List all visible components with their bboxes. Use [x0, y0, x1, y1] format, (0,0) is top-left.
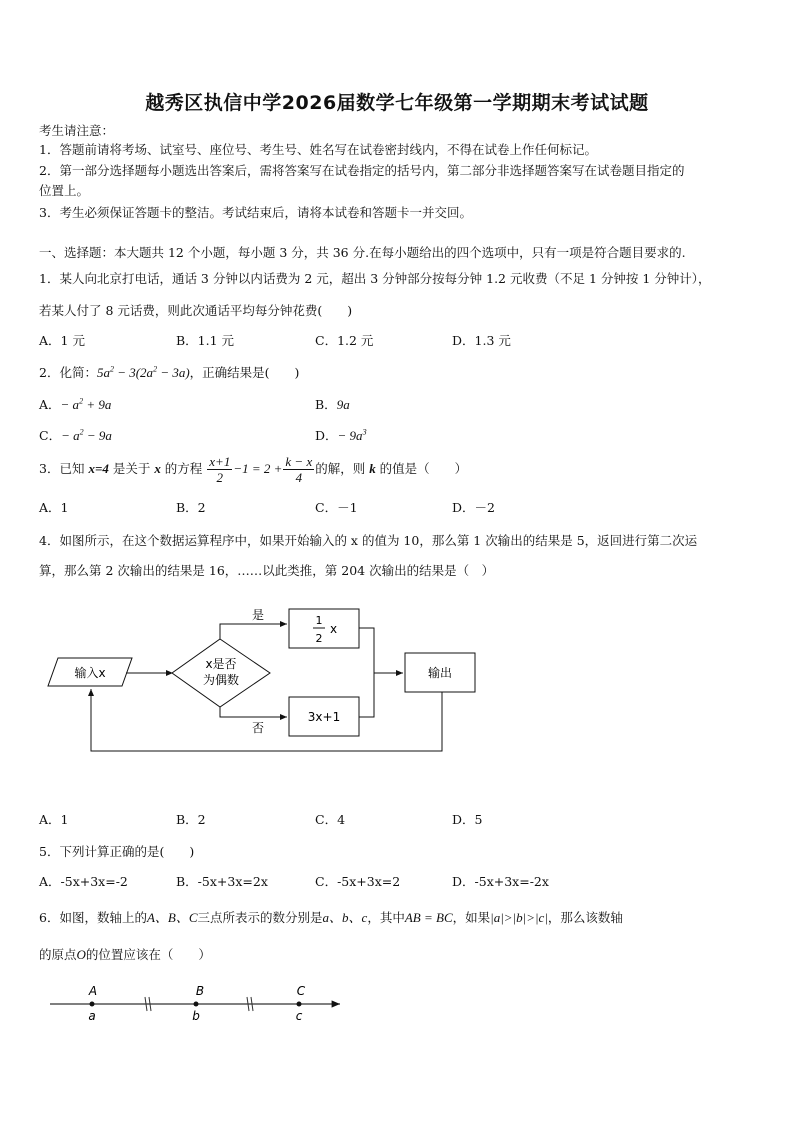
q2-expression: $5a^2 - 3(2a^2 - 3a)$: [96, 364, 190, 380]
q1-option-c: C．1.2 元: [315, 333, 374, 348]
q5-option-b: B．-5x+3x=2x: [176, 874, 268, 889]
q5-option-c: C．-5x+3x=2: [315, 874, 401, 889]
q1-option-a: A．1 元: [39, 333, 85, 348]
q5-option-d: D．-5x+3x=-2x: [452, 874, 549, 889]
q1-option-b: B．1.1 元: [176, 333, 235, 348]
q3-option-a: A．1: [39, 500, 69, 515]
q6-number-line: [45, 980, 355, 1025]
q2-option-d: D．− $9a^3$: [315, 427, 367, 443]
q3-fraction-2: $\frac{k - x}{4}$: [285, 454, 313, 485]
q1-option-d: D．1.3 元: [452, 333, 511, 348]
q4-option-b: B．2: [176, 812, 206, 827]
q2-stem-pre: 2．化简：: [39, 365, 97, 380]
notice-heading: 考生请注意：: [39, 123, 115, 138]
point-c: [297, 1002, 302, 1007]
q4-option-a: A．1: [39, 812, 69, 827]
q4-stem-line1: 4．如图所示，在这个数据运算程序中，如果开始输入的 x 的值为 10，那么第 1 次输出的结果是 5，返回进行第二次运: [39, 533, 698, 548]
page-title: 越秀区执信中学2026届数学七年级第一学期期末考试试题: [145, 92, 649, 114]
value-c-label: c: [295, 1009, 303, 1023]
q2-option-b: B．9a: [315, 397, 350, 412]
q3-stem: 3．已知 x=4 是关于 x 的方程 $\frac{x+1}{2}$ −1 = 2 + $\frac{k - x}{4}$ 的解，则 k 的值是（ ）: [39, 454, 468, 485]
q3-option-c: C．－1: [315, 500, 358, 515]
q2-option-c: C．− $a^2 - 9a$: [39, 427, 112, 443]
q1-stem-line1: 1．某人向北京打电话，通话 3 分钟以内话费为 2 元，超出 3 分钟部分按每分钟 1.2 元收费（不足 1 分钟按 1 分钟计），: [39, 271, 711, 286]
point-b-label: B: [195, 984, 205, 998]
q3-option-d: D．－2: [452, 500, 495, 515]
q3-option-b: B．2: [176, 500, 206, 515]
q4-option-c: C．4: [315, 812, 346, 827]
notice-item-2: 2．第一部分选择题每小题选出答案后，需将答案写在试卷指定的括号内，第二部分非选择题答案写在试卷题目指定的: [39, 163, 685, 178]
point-b: [194, 1002, 199, 1007]
section-heading: 一、选择题：本大题共 12 个小题，每小题 3 分，共 36 分.在每小题给出的四个选项中，只有一项是符合题目要求的.: [39, 245, 686, 260]
q1-stem-line2: 若某人付了 8 元话费，则此次通话平均每分钟花费( ): [39, 303, 353, 318]
q2-stem-post: ，正确结果是( ): [189, 365, 300, 380]
flow-triple-label: 3x+1: [307, 710, 341, 724]
q2-option-a: A．− $a^2 + 9a$: [39, 396, 112, 412]
q5-stem: 5．下列计算正确的是( ): [39, 844, 195, 859]
q4-flowchart: [40, 600, 490, 760]
q4-stem-line2: 算，那么第 2 次输出的结果是 16，……以此类推，第 204 次输出的结果是（ ）: [39, 563, 495, 578]
value-b-label: b: [192, 1009, 200, 1023]
flow-no-label: 否: [251, 721, 265, 735]
value-a-label: a: [88, 1009, 96, 1023]
point-a-label: A: [88, 984, 98, 998]
flow-half-den: 2: [315, 632, 323, 645]
notice-item-2-cont: 位置上。: [39, 183, 90, 198]
flow-decision-line1: x是否: [205, 657, 237, 671]
flow-decision-line2: 为偶数: [202, 673, 240, 687]
notice-item-1: 1．答题前请将考场、试室号、座位号、考生号、姓名写在试卷密封线内，不得在试卷上作任何标记。: [39, 142, 597, 157]
flow-half-num: 1: [315, 614, 323, 627]
q5-option-a: A．-5x+3x=-2: [39, 874, 128, 889]
flow-output-label: 输出: [427, 666, 453, 680]
notice-item-3: 3．考生必须保证答题卡的整洁。考试结束后，请将本试卷和答题卡一并交回。: [39, 205, 472, 220]
flow-half-x: x: [330, 622, 338, 636]
flow-yes-label: 是: [251, 608, 265, 622]
q3-fraction-1: $\frac{x+1}{2}$: [209, 454, 231, 485]
q4-option-d: D．5: [452, 812, 483, 827]
q6-stem-line2: 的原点O的位置应该在（ ）: [39, 947, 211, 962]
q6-stem-line1: 6．如图，数轴上的A、B、C三点所表示的数分别是a、b、c，其中AB = BC，如果|a|>|b|>|c|，那么该数轴: [39, 910, 623, 925]
q2-stem: [39, 365, 299, 381]
point-c-label: C: [296, 984, 306, 998]
point-a: [90, 1002, 95, 1007]
flow-input-label: 输入x: [74, 666, 106, 680]
